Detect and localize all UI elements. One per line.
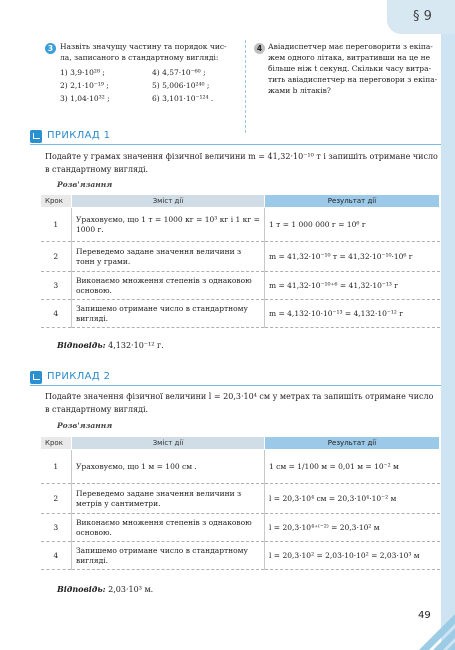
example-icon	[30, 130, 42, 143]
task-3-line: Назвіть значущу частину та порядок чис-	[60, 42, 227, 51]
step-result: m = 41,32·10⁻¹⁰⁺⁶ = 41,32·10⁻¹³ г	[265, 272, 440, 300]
col-action-header: Зміст дії	[72, 195, 265, 208]
statement-line: Подайте значення фізичної величини l = 20,3·10⁴ см у метрах та запишіть отримане число	[45, 392, 434, 401]
example-2-solution-label: Розв'язання	[57, 421, 113, 430]
step-action: Виконаємо множення степенів з однаковою основою.	[72, 514, 265, 542]
task-3-option: 4) 4,57·10⁻⁶⁰ ;	[152, 68, 206, 77]
table-header-row	[41, 437, 440, 450]
answer-value: 4,132·10⁻¹² г.	[108, 341, 164, 350]
task-4-line: Авіадиспетчер має переговорити з екіпа-	[268, 42, 433, 51]
task-4-line: тить авіадиспетчер на переговори з екіпа-	[268, 75, 438, 84]
table-row	[41, 242, 440, 272]
column-divider	[245, 40, 246, 133]
step-action: Запишемо отримане число в стандартному вигляді.	[72, 300, 265, 328]
step-action: Переведемо задане значення величини з тонн у грами.	[72, 242, 265, 272]
table-row	[41, 300, 440, 328]
example-2-answer	[57, 584, 153, 594]
corner-decoration	[407, 602, 455, 650]
step-number: 2	[41, 242, 72, 272]
example-2-title: ПРИКЛАД 2	[47, 371, 111, 382]
step-number: 1	[41, 450, 72, 484]
step-number: 1	[41, 208, 72, 242]
task-3-option: 1) 3,9·10²⁸ ;	[60, 68, 105, 77]
step-number: 2	[41, 484, 72, 514]
step-action: Запишемо отримане число в стандартному вигляді.	[72, 542, 265, 570]
table-row	[41, 484, 440, 514]
task-3-line: ла, записаного в стандартному вигляді:	[60, 53, 219, 62]
step-number: 3	[41, 514, 72, 542]
task-3-text	[60, 41, 240, 63]
section-tab	[387, 0, 455, 34]
task-3-option: 5) 5,006·10²⁴⁰ ;	[152, 81, 210, 90]
example-2-rule	[30, 385, 441, 386]
example-1-table	[40, 194, 440, 328]
answer-value: 2,03·10³ м.	[108, 585, 154, 594]
task-3-options-col2	[152, 66, 213, 105]
step-result: l = 20,3·10⁴⁺⁽⁻²⁾ = 20,3·10² м	[265, 514, 440, 542]
step-result: l = 20,3·10² = 2,03·10·10² = 2,03·10³ м	[265, 542, 440, 570]
task-4-badge: 4	[254, 43, 265, 54]
step-result: 1 т = 1 000 000 г = 10⁶ г	[265, 208, 440, 242]
task-3-options-col1	[60, 66, 110, 105]
col-result-header: Результат дії	[265, 437, 440, 450]
example-1-title: ПРИКЛАД 1	[47, 130, 111, 141]
col-result-header: Результат дії	[265, 195, 440, 208]
task-3-badge: 3	[45, 43, 56, 54]
table-header-row	[41, 195, 440, 208]
example-2-table	[40, 436, 440, 570]
example-1-answer	[57, 340, 164, 350]
statement-line: Подайте у грамах значення фізичної величини m = 41,32·10⁻¹⁰ т і запишіть отримане число	[45, 152, 438, 161]
sidebar-strip	[441, 34, 455, 650]
example-icon	[30, 371, 42, 384]
statement-line: в стандартному вигляді.	[45, 405, 149, 414]
table-row	[41, 450, 440, 484]
example-1-solution-label: Розв'язання	[57, 180, 113, 189]
table-row	[41, 542, 440, 570]
task-4-line: більше ніж t секунд. Скільки часу витра-	[268, 64, 432, 73]
example-1-statement	[45, 150, 440, 176]
task-4-line: жем одного літака, витративши на це не	[268, 53, 431, 62]
col-step-header: Крок	[41, 195, 72, 208]
task-4-line: жами b літаків?	[268, 86, 331, 95]
answer-label: Відповідь:	[57, 340, 106, 350]
col-action-header: Зміст дії	[72, 437, 265, 450]
step-action: Ураховуємо, що 1 т = 1000 кг = 10³ кг і 1 кг = 1000 г.	[72, 208, 265, 242]
step-result: m = 41,32·10⁻¹⁰ т = 41,32·10⁻¹⁰·10⁶ г	[265, 242, 440, 272]
example-2-statement	[45, 390, 440, 416]
step-action: Ураховуємо, що 1 м = 100 см .	[72, 450, 265, 484]
task-3-option: 6) 3,101·10⁻¹²⁴ .	[152, 94, 214, 103]
task-3-option: 2) 2,1·10⁻¹⁹ ;	[60, 81, 109, 90]
step-action: Переведемо задане значення величини з метрів у сантиметри.	[72, 484, 265, 514]
step-result: 1 см = 1/100 м = 0,01 м = 10⁻² м	[265, 450, 440, 484]
step-number: 4	[41, 542, 72, 570]
example-1-rule	[30, 144, 441, 145]
step-action: Виконаємо множення степенів з однаковою основою.	[72, 272, 265, 300]
step-number: 4	[41, 300, 72, 328]
table-row	[41, 272, 440, 300]
answer-label: Відповідь:	[57, 584, 106, 594]
task-3-option: 3) 1,04·10³² ;	[60, 94, 110, 103]
table-row	[41, 208, 440, 242]
page-number: 49	[418, 610, 431, 621]
step-number: 3	[41, 272, 72, 300]
col-step-header: Крок	[41, 437, 72, 450]
step-result: m = 4,132·10·10⁻¹³ = 4,132·10⁻¹² г	[265, 300, 440, 328]
step-result: l = 20,3·10⁴ см = 20,3·10⁴·10⁻² м	[265, 484, 440, 514]
statement-line: в стандартному вигляді.	[45, 165, 149, 174]
task-4-text	[268, 41, 440, 96]
table-row	[41, 514, 440, 542]
section-label: § 9	[413, 9, 432, 24]
